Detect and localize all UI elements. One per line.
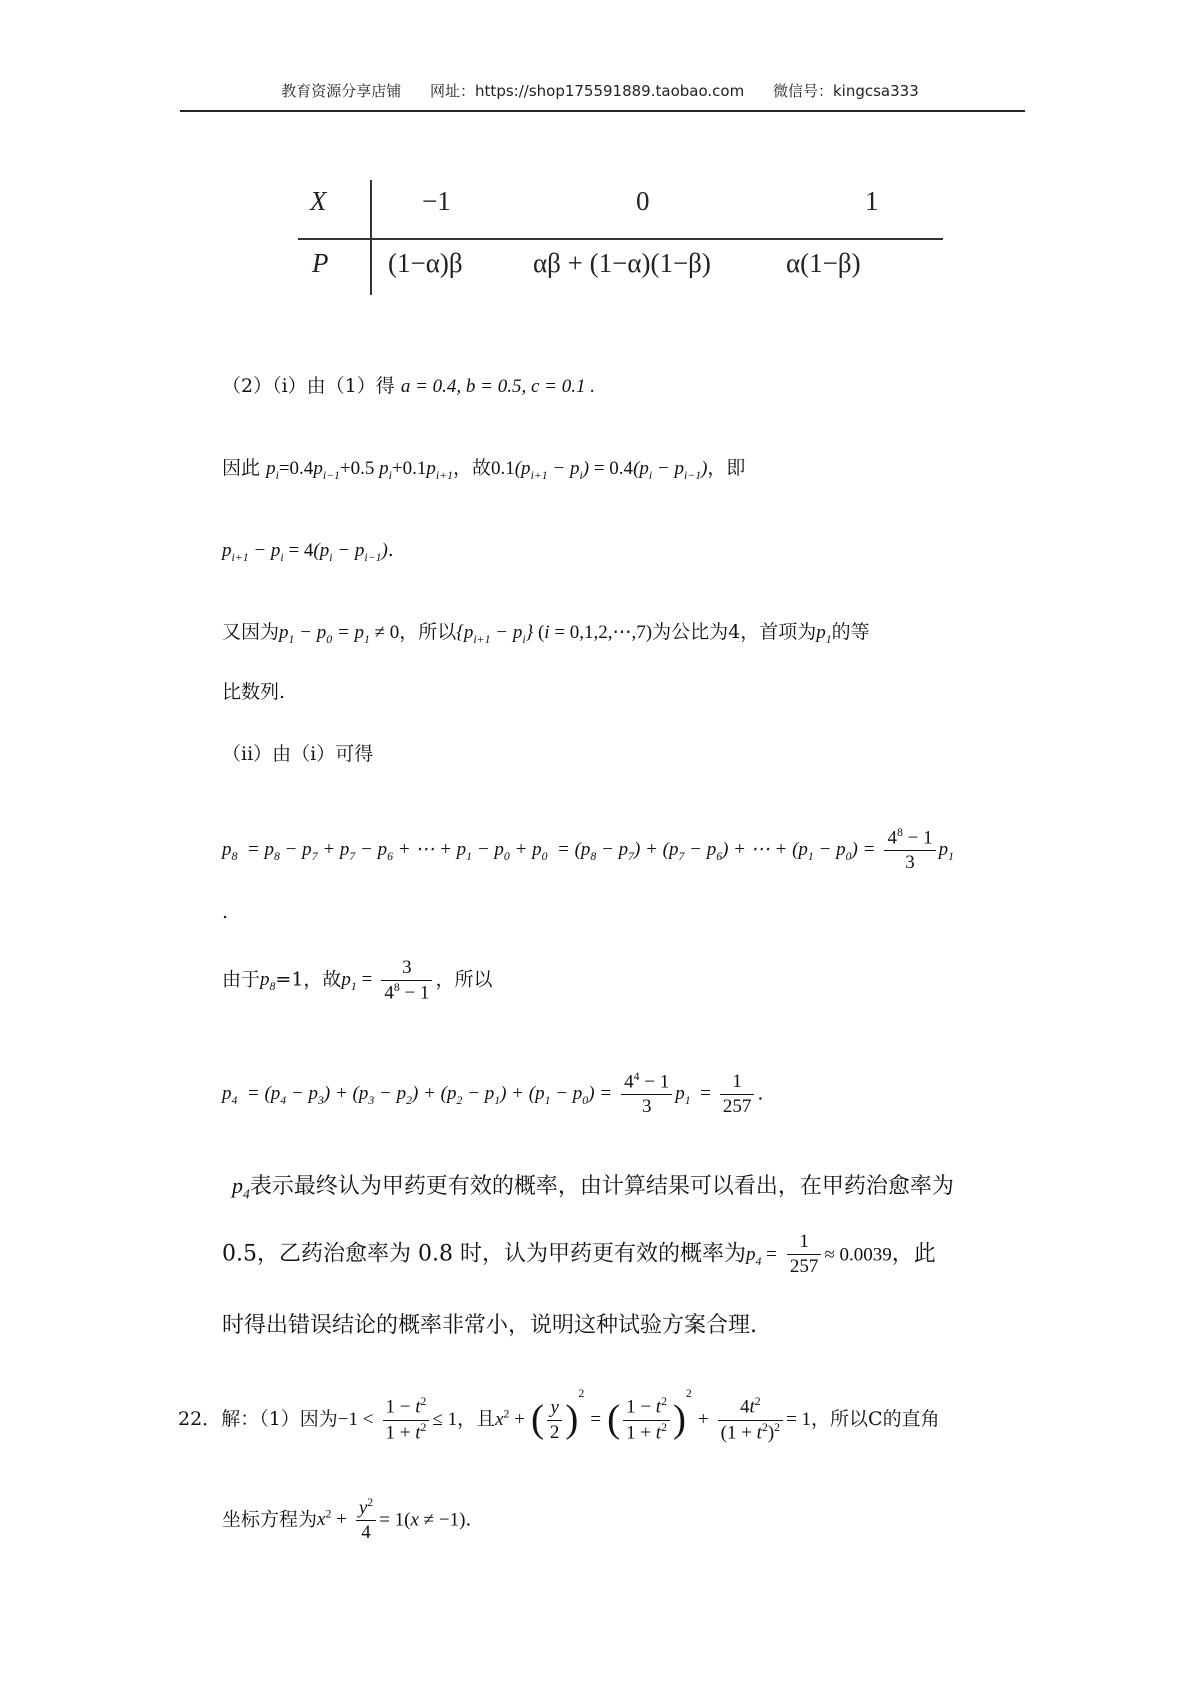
formula-approx-value: ≈ 0.0039 [824,1244,892,1266]
formula-ellipse-x: $x^2$ + [317,1508,347,1531]
conclusion-line-1 [232,1172,954,1203]
formula-p4-telescoping: $p_4 = (p_4 - p_3) + (p_3 - p_2) + (p_2 - p_1) + (p_1 - p_0)$ = [222,1083,613,1108]
formula-p8-telescoping: $p_8 = p_8 - p_7 + p_7 - p_6$ + ⋯ + $p_1 - p_0 + p_0 = (p_8 - p_7) + (p_7 - p_6)$ + ⋯ + $(p_1 - p_0)$ = [222,839,876,864]
p8-telescoping-line [222,826,954,875]
recurrence-line [222,456,745,483]
table-row-label-x: X [310,186,327,216]
table-p-value: α(1−β) [786,248,861,278]
conclusion-text-2b: ，此 [891,1241,936,1267]
fraction-1mt2-over-1pt2: $\frac{1 - t^2}{1 + t^2}$ [383,1395,430,1444]
p1-solve-line [222,956,492,1005]
header-shop: 教育资源分享店铺 [281,82,402,100]
q22-number: 22． [178,1408,222,1430]
formula-p1-factor: $p_1$ [938,839,954,864]
text-so: ，所以 [399,621,457,643]
q22-line-1: 22．解：（1）因为−1 < $\frac{1 - t^2}{1 + t^2}$ ≤ 1，且$x^2$ + ( $\frac{y}{2}$ )$^2$ = ( $\frac{1 - t^2}{1 + t^2}$ )$^2$ + $\frac{4t^2}{(1 + t^2)^2}$ = 1，所以C的直角 [178,1387,940,1443]
text-period: . [757,1082,764,1105]
formula-p1-factor-2: $p_1$ = [675,1083,711,1108]
formula-ratio: $p_{i+1} - p_i = 4(p_i - p_{i-1})$ [222,540,388,564]
table-x-value: 0 [636,186,650,216]
text-since: 由于 [222,968,261,991]
ratio-line [222,538,394,565]
fraction-4t2-over-1pt2-sq: $\frac{4t^2}{(1 + t^2)^2}$ [718,1395,783,1444]
table-row-label-p: P [312,248,329,278]
formula-p4: $p_4$ [232,1173,250,1202]
stray-period: . [222,901,229,923]
part2-i-values: a = 0.4, b = 0.5, c = 0.1 . [400,376,595,397]
formula-plus: + [697,1409,709,1430]
table-p-value: (1−α)β [388,248,463,278]
table-x-value: 1 [865,186,879,216]
part2-i-label: （2）（i）由（1）得 [222,375,395,397]
paren-open: ( [530,1397,544,1441]
header-rule [180,110,1025,112]
formula-difference: $0.1(p_{i+1} - p_i) = 0.4(p_i - p_{i-1})$ [490,458,708,482]
q22-so: ，所以C的直角 [811,1408,940,1430]
part2-ii-label: （ii）由（i）可得 [222,743,374,765]
text-geo-end: 的等 [831,621,870,643]
q22-line-2 [222,1496,471,1545]
paren-close: ) [672,1397,686,1441]
text-period: . [465,1508,472,1531]
formula-p1-nonzero: $p_1 - p_0 = p_1 \ne 0$ [279,622,400,646]
header-wechat: 微信号：kingcsa333 [772,82,919,100]
fraction-1mt2-over-1pt2-b: $\frac{1 - t^2}{1 + t^2}$ [623,1395,670,1444]
header-site: 网址：https://shop175591889.taobao.com [430,82,745,100]
text-p8-eq: =1，故 [275,968,342,991]
formula-equals: = [590,1409,602,1430]
formula-p8: $p_8$ [260,969,276,994]
formula-bound-right: ≤ 1 [432,1409,458,1430]
fraction-3-over-48: $\frac{3}{4^8 - 1}$ [381,956,432,1005]
formula-recurrence: $p_i=0.4p_{i-1}+0.5$ $p_i+0.1p_{i+1}$ [266,458,453,482]
conclusion-text-2a: 0.5，乙药治愈率为 0.8 时，认为甲药更有效的概率为 [222,1241,746,1267]
geometric-line-2: 比数列. [222,681,286,703]
text-again: 又因为 [222,621,280,643]
text-so2: ，所以 [435,968,493,991]
table-p-value: αβ + (1−α)(1−β) [533,248,711,278]
fraction-48-over-3: $\frac{4^8 - 1}{3}$ [884,826,935,875]
formula-p1-solve: $p_1$ = [341,969,373,994]
geometric-line [222,620,870,647]
table-horizontal-rule [298,238,943,240]
fraction-44-over-3: $\frac{4^4 - 1}{3}$ [621,1070,672,1119]
formula-sequence: $\{p_{i+1} - p_i\} (i$ = 0,1,2,⋯,7) [456,622,653,646]
table-x-value: −1 [422,186,451,216]
page-header [0,80,1200,101]
formula-p1: $p_1$ [816,622,832,646]
paren-open: ( [607,1397,621,1441]
fraction-y-over-2: $\frac{y}{2}$ [547,1396,563,1445]
conclusion-text-1: 表示最终认为甲药更有效的概率，由计算结果可以看出，在甲药治愈率为 [249,1174,954,1199]
text-period: . [387,539,394,561]
q22-line2-text: 坐标方程为 [222,1508,318,1531]
fraction-1-over-257: $\frac{1}{257}$ [720,1070,755,1119]
distribution-table [298,176,943,300]
text-therefore: 因此 [222,457,261,479]
paren-close: ) [565,1397,579,1441]
conclusion-line-2 [222,1230,936,1279]
formula-bound-left: −1 < [337,1409,374,1430]
text-ie: ，即 [707,457,746,479]
formula-ellipse-rhs: = 1(x ≠ −1) [379,1509,466,1531]
formula-p4-approx: $p_4$ = [745,1244,777,1269]
fraction-y2-over-4: $\frac{y^2}{4}$ [356,1496,376,1545]
text-hence: ，故 [452,457,491,479]
formula-equals-one: = 1 [786,1409,812,1430]
p4-line [222,1070,763,1119]
q22-intro: 解：（1）因为 [221,1408,338,1430]
text-geo-tail: 为公比为4，首项为 [652,621,817,643]
fraction-1-over-257-b: $\frac{1}{257}$ [787,1230,822,1279]
conclusion-line-3: 时得出错误结论的概率非常小，说明这种试验方案合理. [222,1313,757,1338]
formula-x2: $x^2$ + [495,1407,525,1430]
q22-and: ，且 [457,1408,496,1430]
part2-i-line [222,374,595,400]
